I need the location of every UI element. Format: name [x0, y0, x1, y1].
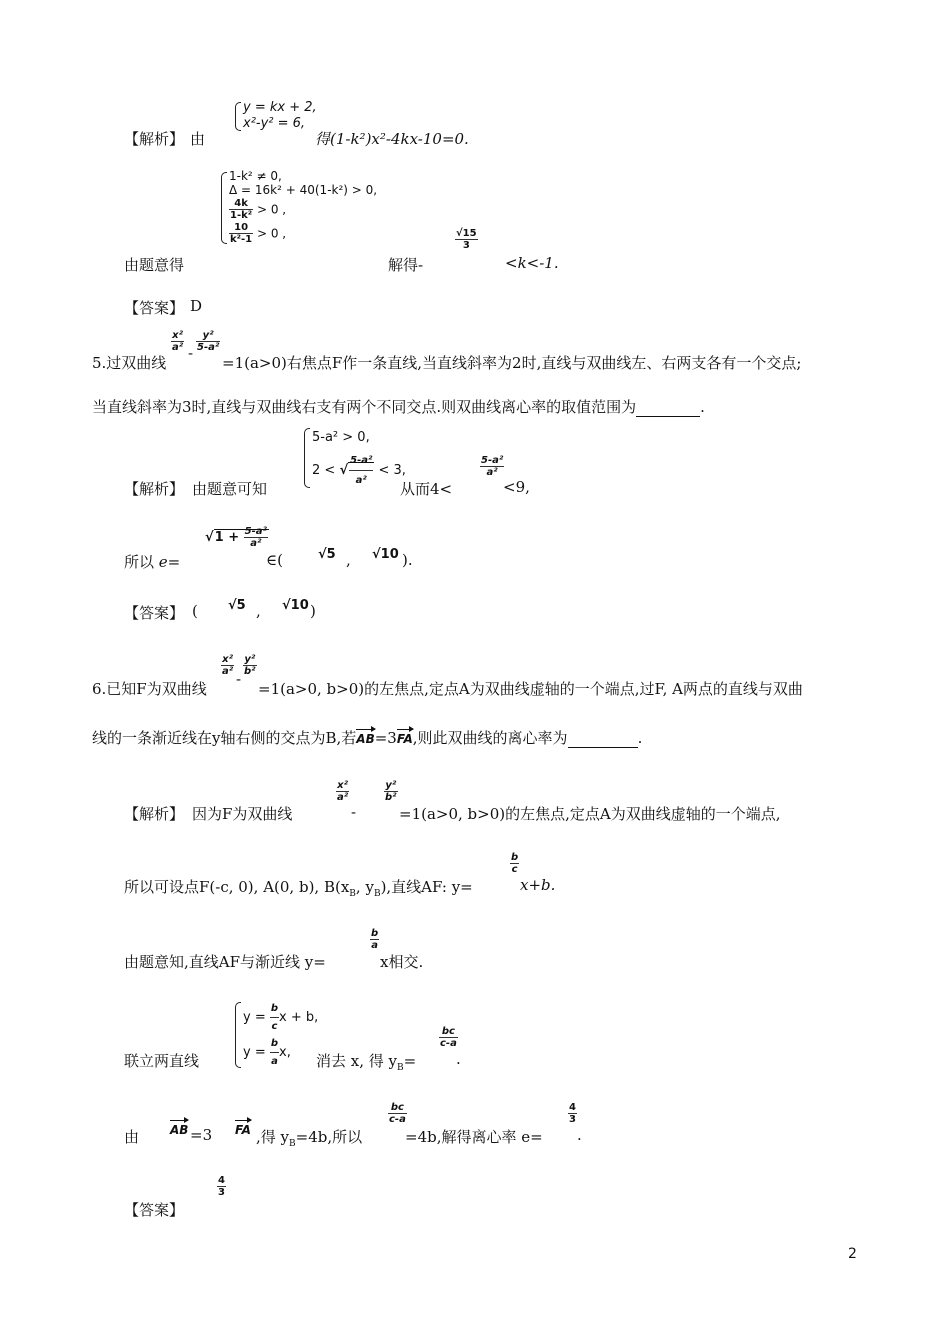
system-5-root: √ $\frac{\text{5-a²}}{\text{a²}}$	[339, 451, 374, 490]
analysis-label-6: 【解析】	[124, 805, 185, 823]
vector-ab: AB	[356, 732, 375, 746]
equation-system-1	[243, 100, 317, 133]
problem-6-frac2: $\frac{\text{y²}}{\text{b²}}$	[244, 654, 256, 677]
analysis-6-line-5-d: =4b,解得离心率 e=	[405, 1128, 543, 1146]
problem-6-minus: -	[236, 670, 242, 688]
system-1-line-1: y = kx + 2,	[243, 100, 317, 115]
analysis-5-root10: √10	[372, 547, 399, 562]
system-6-line-1: y = $\frac{b}{c}$ x + b,	[243, 1000, 318, 1035]
solve-suffix: <k<-1.	[505, 254, 559, 272]
analysis-6-line-2-end: x+b.	[520, 876, 556, 894]
answer-label-5: 【答案】	[124, 604, 185, 622]
problem-5-minus: -	[188, 344, 194, 362]
system-1-line-2: x²-y² = 6,	[243, 116, 306, 132]
analysis-5-prefix: 由题意可知	[192, 480, 268, 498]
analysis-6-line-5-end: .	[577, 1126, 582, 1144]
analysis-6-frac1: $\frac{\text{x²}}{\text{a²}}$	[337, 780, 349, 803]
analysis-6-line-5-ans: $\frac{4}{3}$	[569, 1102, 576, 1125]
analysis-5-in: ∈(	[266, 551, 283, 569]
analysis-6-line-5-vec-ab: AB	[170, 1123, 189, 1137]
text-ti-yi: 由题意得	[124, 256, 185, 274]
analysis-5-cong-er: 从而4<	[400, 480, 453, 498]
analysis-6-line-4-mid: 消去 x, 得 $y_B=$	[316, 1052, 417, 1073]
problem-6-number: 6.已知F为双曲线	[92, 680, 207, 698]
analysis-label-4: 【解析】	[124, 130, 185, 148]
equation-system-2	[229, 170, 377, 246]
problem-5-line-2: 当直线斜率为3时,直线与双曲线右支有两个不同交点.则双曲线离心率的取值范围为 .	[92, 398, 705, 416]
system-6-line-2: y = $\frac{b}{a}$ x,	[243, 1035, 318, 1070]
analysis-5-close: ).	[402, 551, 413, 569]
answer-blank-6	[568, 733, 638, 748]
page-number: 2	[848, 1246, 857, 1262]
analysis-label-5: 【解析】	[124, 480, 185, 498]
system-5-line-2: 2 < √ $\frac{\text{5-a²}}{\text{a²}}$ < 3,	[312, 451, 406, 490]
analysis-6-line-3-frac: $\frac{b}{a}$	[371, 928, 379, 951]
problem-6-line-1: =1(a>0, b>0)的左焦点,定点A为双曲线虚轴的一个端点,过F, A两点的直线与双曲	[258, 680, 803, 698]
answer-label-6: 【答案】	[124, 1201, 185, 1219]
analysis-5-root: √1 + $\frac{\text{5-a²}}{\text{a²}}$	[205, 526, 267, 549]
answer-5-open: (	[192, 602, 198, 620]
problem-5-number: 5.过双曲线	[92, 354, 167, 372]
problem-6-frac1: $\frac{\text{x²}}{\text{a²}}$	[222, 654, 234, 677]
analysis-6-line-4-frac: $\frac{bc}{c-a}$	[440, 1026, 457, 1049]
equation-system-5	[312, 426, 406, 490]
problem-6-line-2: 线的一条渐近线在y轴右侧的交点为B,若AB=3FA,则此双曲线的离心率为 .	[92, 729, 643, 747]
analysis-5-root5: √5	[318, 547, 336, 562]
answer-5-root5: √5	[228, 598, 246, 613]
analysis-6-line-5-b: ,得 $y_B=4b$,所以	[256, 1128, 363, 1149]
analysis-6-line-2-frac: $\frac{b}{c}$	[511, 852, 519, 875]
system-2-line-2: Δ = 16k² + 40(1-k²) > 0,	[229, 182, 378, 197]
analysis-5-frac: $\frac{\text{5-a²}}{\text{a²}}$	[481, 455, 504, 478]
system-2-line-4: $\frac{10}{\text{k²-1}}$ > 0 ,	[230, 221, 287, 246]
answer-5-root10: √10	[282, 598, 309, 613]
problem-5-frac1: $\frac{\text{x²}}{\text{a²}}$	[172, 330, 184, 353]
answer-label-4: 【答案】	[124, 299, 185, 317]
analysis-6-line-2: 所以可设点F(-c, 0), A(0, b), $B(x_B$, $y_B$),直线AF: y=	[124, 878, 473, 899]
analysis-6-line-5-frac: $\frac{bc}{c-a}$	[389, 1102, 406, 1125]
analysis-6-frac2: $\frac{\text{y²}}{\text{b²}}$	[385, 780, 397, 803]
analysis-5-comma: ,	[346, 551, 351, 569]
analysis-6-line-1-prefix: 因为F为双曲线	[192, 805, 293, 823]
analysis-6-line-3: 由题意知,直线AF与渐近线 y=	[124, 953, 326, 971]
system-5-line-1: 5-a² > 0,	[312, 430, 370, 445]
analysis-6-line-5-eq3: =3	[190, 1126, 213, 1144]
answer-5-close: )	[310, 602, 316, 620]
analysis-5-lt9: <9,	[503, 478, 530, 496]
equation-system-6	[243, 1000, 318, 1070]
root15-fraction: $\frac{√15}{3}$	[456, 228, 477, 251]
answer-5-comma: ,	[256, 602, 261, 620]
system-2-line-1: 1-k² ≠ 0,	[229, 169, 282, 183]
analysis-6-line-1-rest: =1(a>0, b>0)的左焦点,定点A为双曲线虚轴的一个端点,	[399, 805, 781, 823]
analysis-5-suoyi: 所以 e=	[124, 553, 181, 571]
problem-5-frac2: $\frac{\text{y²}}{\text{5-a²}}$	[197, 330, 220, 353]
text-you: 由	[190, 130, 206, 148]
answer-value-4: D	[190, 297, 203, 315]
solve-prefix: 解得-	[388, 256, 424, 274]
analysis-6-line-4-end: .	[456, 1050, 461, 1068]
answer-6-value: $\frac{4}{3}$	[218, 1175, 225, 1198]
analysis-6-line-4: 联立两直线	[124, 1052, 200, 1070]
analysis-6-line-5-you: 由	[124, 1128, 140, 1146]
analysis-6-line-5-vec-fa: FA	[235, 1123, 251, 1137]
problem-5-line-1: =1(a>0)右焦点F作一条直线,当直线斜率为2时,直线与双曲线左、右两支各有一个交点;	[222, 354, 802, 372]
answer-blank-5	[636, 402, 700, 417]
analysis-6-minus: -	[351, 803, 357, 821]
system-2-line-3: $\frac{4k}{\text{1-k²}}$ > 0 ,	[230, 197, 287, 222]
derived-equation: 得(1-k²)x²-4kx-10=0.	[315, 130, 469, 148]
analysis-6-line-3-end: x相交.	[380, 953, 424, 971]
vector-fa: FA	[396, 732, 413, 746]
